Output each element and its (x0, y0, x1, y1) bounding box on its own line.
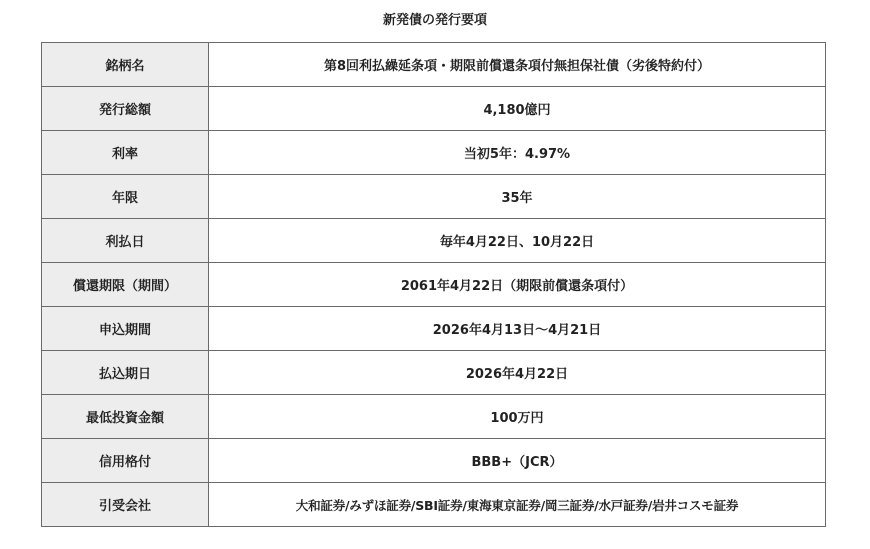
row-value: 100万円 (209, 395, 826, 439)
row-value: 毎年4月22日、10月22日 (209, 219, 826, 263)
table-row-interest-payment-dates (42, 219, 826, 263)
row-label: 利率 (42, 131, 209, 175)
table-row-maturity (42, 263, 826, 307)
table-row-minimum-investment (42, 395, 826, 439)
row-label: 申込期間 (42, 307, 209, 351)
row-label: 最低投資金額 (42, 395, 209, 439)
row-label: 引受会社 (42, 483, 209, 527)
bond-terms-table (41, 42, 826, 527)
row-value: 2026年4月13日～4月21日 (209, 307, 826, 351)
row-label: 利払日 (42, 219, 209, 263)
table-row-credit-rating (42, 439, 826, 483)
table-row-interest-rate (42, 131, 826, 175)
table-row-term (42, 175, 826, 219)
row-value: 2061年4月22日（期限前償還条項付） (209, 263, 826, 307)
row-value: 当初5年：4.97% (209, 131, 826, 175)
table-row-payment-date (42, 351, 826, 395)
row-label: 発行総額 (42, 87, 209, 131)
table-caption: 新発債の発行要項 (382, 13, 487, 28)
row-label: 払込期日 (42, 351, 209, 395)
row-label: 年限 (42, 175, 209, 219)
table-row-issue-name (42, 43, 826, 87)
row-label: 償還期限（期間） (42, 263, 209, 307)
row-value: 35年 (209, 175, 826, 219)
row-value: 4,180億円 (209, 87, 826, 131)
table-row-total-amount (42, 87, 826, 131)
row-value: BBB+（JCR） (209, 439, 826, 483)
table-row-underwriters (42, 483, 826, 527)
row-value: 第8回利払繰延条項・期限前償還条項付無担保社債（劣後特約付） (209, 43, 826, 87)
row-value: 大和証券/みずほ証券/SBI証券/東海東京証券/岡三証券/水戸証券/岩井コスモ証券 (209, 483, 826, 527)
table-row-subscription-period (42, 307, 826, 351)
row-value: 2026年4月22日 (209, 351, 826, 395)
row-label: 信用格付 (42, 439, 209, 483)
row-label: 銘柄名 (42, 43, 209, 87)
